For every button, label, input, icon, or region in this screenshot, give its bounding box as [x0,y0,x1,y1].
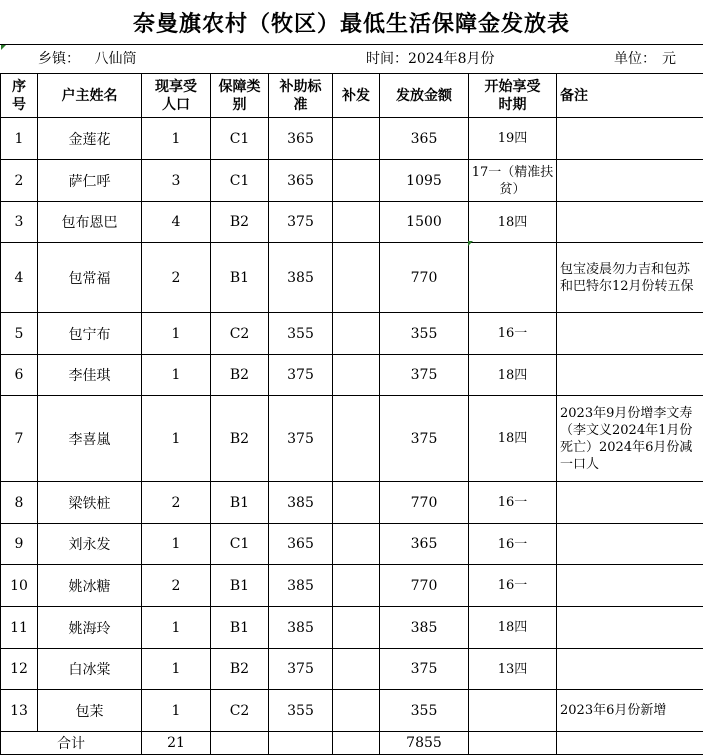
header-amount[interactable]: 发放金额 [380,74,469,118]
cell-persons[interactable]: 2 [142,565,211,607]
unit-info [614,46,700,72]
cell-start[interactable]: 19四 [469,118,557,160]
time-label: 时间： [366,51,408,67]
cell-supplement[interactable] [333,396,380,482]
cell-start[interactable]: 18四 [469,355,557,396]
cell-empty[interactable] [469,732,557,755]
cell-amount[interactable]: 375 [380,355,469,396]
cell-remark[interactable] [557,565,703,607]
cell-name[interactable]: 包宁布 [38,313,142,355]
cell-empty[interactable] [211,732,269,755]
header-category[interactable]: 保障类 别 [211,74,269,118]
cell-start[interactable] [469,243,557,313]
cell-name[interactable]: 萨仁呼 [38,160,142,202]
cell-name[interactable]: 李喜嵐 [38,396,142,482]
table-row [1,313,703,355]
cell-amount[interactable]: 365 [380,118,469,160]
cell-persons[interactable]: 1 [142,118,211,160]
cell-remark[interactable] [557,649,703,690]
cell-name[interactable]: 李佳琪 [38,355,142,396]
cell-persons[interactable]: 1 [142,649,211,690]
cell-category[interactable]: C1 [211,160,269,202]
comment-marker-icon[interactable] [468,241,473,246]
cell-amount[interactable]: 375 [380,396,469,482]
cell-name[interactable]: 白冰棠 [38,649,142,690]
cell-start[interactable] [469,690,557,732]
cell-remark[interactable] [557,160,703,202]
unit-label: 单位： [614,51,656,67]
cell-remark[interactable] [557,482,703,524]
cell-category[interactable]: C1 [211,118,269,160]
header-persons[interactable]: 现享受 人口 [142,74,211,118]
table-row [1,524,703,565]
table-row [1,243,703,313]
cell-persons[interactable]: 1 [142,690,211,732]
cell-remark[interactable]: 包宝凌晨勿力吉和包苏和巴特尔12月份转五保 [557,243,703,313]
cell-category[interactable]: B1 [211,482,269,524]
table-row [1,160,703,202]
cell-amount[interactable]: 770 [380,482,469,524]
page-title: 奈曼旗农村（牧区）最低生活保障金发放表 [132,11,570,37]
cell-category[interactable]: C1 [211,524,269,565]
table-row [1,482,703,524]
table-row [1,607,703,649]
cell-name[interactable]: 刘永发 [38,524,142,565]
cell-remark[interactable]: 2023年9月份增李文寿（李文义2024年1月份死亡）2024年6月份减一口人 [557,396,703,482]
cell-persons[interactable]: 1 [142,396,211,482]
cell-supplement[interactable] [333,243,380,313]
cell-supplement[interactable] [333,690,380,732]
cell-start[interactable]: 16一 [469,565,557,607]
cell-remark[interactable]: 2023年6月份新增 [557,690,703,732]
cell-amount[interactable]: 355 [380,690,469,732]
comment-marker-icon[interactable] [1,45,6,50]
cell-persons[interactable]: 4 [142,202,211,243]
cell-standard[interactable]: 375 [269,649,333,690]
cell-empty[interactable] [557,732,703,755]
table-row [1,690,703,732]
cell-start[interactable]: 18四 [469,202,557,243]
table-row [1,118,703,160]
total-amount[interactable]: 7855 [380,732,469,755]
cell-remark[interactable] [557,524,703,565]
cell-standard[interactable]: 385 [269,482,333,524]
cell-seq[interactable]: 2 [1,160,38,202]
cell-seq[interactable]: 1 [1,118,38,160]
cell-seq[interactable]: 6 [1,355,38,396]
cell-remark[interactable] [557,355,703,396]
cell-name[interactable]: 金莲花 [38,118,142,160]
relief-table [0,73,703,755]
header-start[interactable]: 开始享受 时期 [469,74,557,118]
cell-standard[interactable]: 365 [269,524,333,565]
cell-seq[interactable]: 11 [1,607,38,649]
cell-category[interactable]: C2 [211,690,269,732]
cell-persons[interactable]: 1 [142,524,211,565]
header-name[interactable]: 户主姓名 [38,74,142,118]
cell-start[interactable]: 16一 [469,482,557,524]
cell-start[interactable]: 18四 [469,607,557,649]
cell-empty[interactable] [269,732,333,755]
cell-amount[interactable]: 375 [380,649,469,690]
cell-supplement[interactable] [333,565,380,607]
cell-persons[interactable]: 3 [142,160,211,202]
cell-seq[interactable]: 13 [1,690,38,732]
cell-amount[interactable]: 770 [380,565,469,607]
cell-name[interactable]: 包布恩巴 [38,202,142,243]
cell-amount[interactable]: 1500 [380,202,469,243]
cell-seq[interactable]: 3 [1,202,38,243]
cell-category[interactable]: B2 [211,649,269,690]
cell-persons[interactable]: 1 [142,313,211,355]
cell-category[interactable]: B1 [211,243,269,313]
cell-seq[interactable]: 9 [1,524,38,565]
cell-start[interactable]: 18四 [469,396,557,482]
cell-persons[interactable]: 1 [142,355,211,396]
cell-supplement[interactable] [333,313,380,355]
cell-remark[interactable] [557,313,703,355]
cell-standard[interactable]: 375 [269,355,333,396]
cell-remark[interactable] [557,202,703,243]
cell-name[interactable]: 姚冰糖 [38,565,142,607]
table-body [1,118,703,755]
cell-supplement[interactable] [333,118,380,160]
cell-persons[interactable]: 1 [142,607,211,649]
cell-amount[interactable]: 385 [380,607,469,649]
cell-standard[interactable]: 385 [269,243,333,313]
cell-empty[interactable] [333,732,380,755]
cell-persons[interactable]: 2 [142,243,211,313]
time-info [366,46,526,72]
cell-start[interactable]: 17一（精准扶贫） [469,160,557,202]
cell-seq[interactable]: 12 [1,649,38,690]
cell-seq[interactable]: 4 [1,243,38,313]
cell-category[interactable]: C2 [211,313,269,355]
cell-amount[interactable]: 1095 [380,160,469,202]
cell-name[interactable]: 梁铁桩 [38,482,142,524]
cell-supplement[interactable] [333,355,380,396]
cell-standard[interactable]: 375 [269,396,333,482]
header-remark[interactable]: 备注 [557,74,703,118]
cell-supplement[interactable] [333,160,380,202]
cell-start[interactable]: 16一 [469,524,557,565]
header-row [1,74,703,118]
cell-seq[interactable]: 7 [1,396,38,482]
cell-amount[interactable]: 355 [380,313,469,355]
table-row [1,355,703,396]
cell-category[interactable]: B2 [211,396,269,482]
cell-standard[interactable]: 375 [269,202,333,243]
cell-supplement[interactable] [333,482,380,524]
cell-amount[interactable]: 365 [380,524,469,565]
cell-supplement[interactable] [333,524,380,565]
unit-value: 元 [662,51,676,67]
table-row [1,202,703,243]
cell-start[interactable]: 13四 [469,649,557,690]
cell-persons[interactable]: 2 [142,482,211,524]
cell-category[interactable]: B1 [211,607,269,649]
cell-remark[interactable] [557,607,703,649]
cell-supplement[interactable] [333,649,380,690]
header-supplement[interactable]: 补发 [333,74,380,118]
total-row [1,732,703,755]
cell-name[interactable]: 包茉 [38,690,142,732]
total-label[interactable]: 合计 [1,732,142,755]
cell-start[interactable]: 16一 [469,313,557,355]
township-value: 八仙筒 [94,51,137,67]
cell-standard[interactable]: 355 [269,313,333,355]
table-row [1,396,703,482]
cell-supplement[interactable] [333,202,380,243]
township-info [38,46,178,72]
cell-name[interactable]: 包常福 [38,243,142,313]
cell-category[interactable]: B2 [211,202,269,243]
cell-amount[interactable]: 770 [380,243,469,313]
cell-seq[interactable]: 5 [1,313,38,355]
cell-standard[interactable]: 385 [269,607,333,649]
time-value: 2024年8月份 [408,51,495,67]
cell-standard[interactable]: 365 [269,160,333,202]
header-standard[interactable]: 补助标 准 [269,74,333,118]
divider [0,44,703,45]
cell-seq[interactable]: 8 [1,482,38,524]
cell-standard[interactable]: 355 [269,690,333,732]
cell-remark[interactable] [557,118,703,160]
table-row [1,565,703,607]
cell-standard[interactable]: 365 [269,118,333,160]
total-persons[interactable]: 21 [142,732,211,755]
cell-seq[interactable]: 10 [1,565,38,607]
table-row [1,649,703,690]
cell-category[interactable]: B2 [211,355,269,396]
cell-supplement[interactable] [333,607,380,649]
cell-category[interactable]: B1 [211,565,269,607]
township-label: 乡镇： [38,51,80,67]
cell-name[interactable]: 姚海玲 [38,607,142,649]
header-seq[interactable]: 序 号 [1,74,38,118]
cell-standard[interactable]: 385 [269,565,333,607]
